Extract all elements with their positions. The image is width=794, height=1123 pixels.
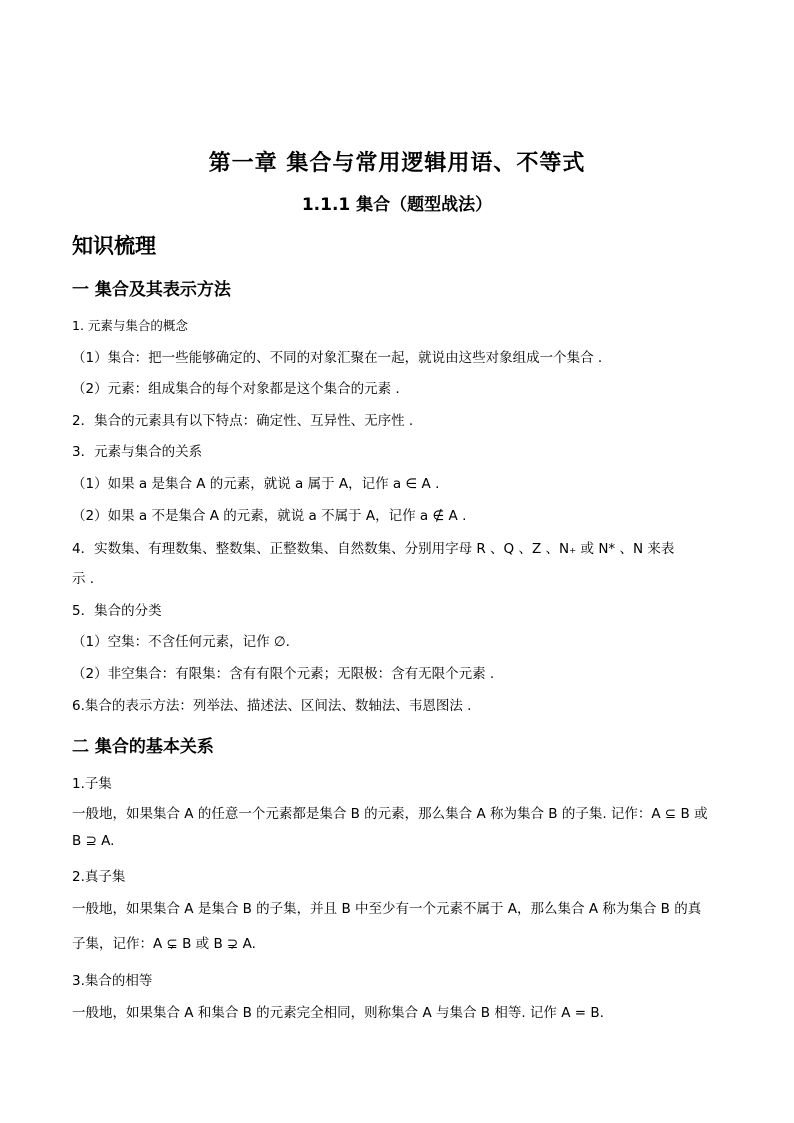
paragraph-line: （1）如果 a 是集合 A 的元素，就说 a 属于 A，记作 a ∈ A . — [72, 476, 440, 492]
paragraph-line: 4．实数集、有理数集、整数集、正整数集、自然数集、分别用字母 R 、Q 、Z 、N₊ 或 N* 、N 来表 — [72, 541, 675, 557]
paragraph-line: （1）集合：把一些能够确定的、不同的对象汇聚在一起，就说由这些对象组成一个集合 . — [72, 350, 603, 366]
paragraph-line: 一般地，如果集合 A 是集合 B 的子集，并且 B 中至少有一个元素不属于 A，那么集合 A 称为集合 B 的真 — [72, 901, 702, 917]
paragraph-line: 一般地，如果集合 A 和集合 B 的元素完全相同，则称集合 A 与集合 B 相等. 记作 A = B. — [72, 1005, 604, 1021]
paragraph-line: 示 . — [72, 571, 95, 587]
part1-heading: 一 集合及其表示方法 — [72, 280, 231, 300]
knowledge-heading: 知识梳理 — [72, 234, 156, 258]
paragraph-line: （2）非空集合：有限集：含有有限个元素；无限极：含有无限个元素 . — [72, 666, 495, 682]
paragraph-line: 6.集合的表示方法：列举法、描述法、区间法、数轴法、韦恩图法 . — [72, 698, 472, 714]
section-title: 1.1.1 集合（题型战法） — [301, 195, 493, 215]
paragraph-line: 3.集合的相等 — [72, 973, 153, 989]
chapter-title: 第一章 集合与常用逻辑用语、不等式 — [208, 151, 586, 176]
paragraph-line: 2．集合的元素具有以下特点：确定性、互异性、无序性 . — [72, 413, 414, 429]
paragraph-line: 一般地，如果集合 A 的任意一个元素都是集合 B 的元素，那么集合 A 称为集合 B 的子集. 记作：A ⊆ B 或 — [72, 806, 708, 822]
paragraph-line: 1.子集 — [72, 776, 112, 792]
paragraph-line: （1）空集：不含任何元素，记作 ∅. — [72, 634, 290, 650]
paragraph-line: （2）元素：组成集合的每个对象都是这个集合的元素 . — [72, 381, 400, 397]
paragraph-line: 2.真子集 — [72, 869, 126, 885]
paragraph-line: 1. 元素与集合的概念 — [72, 318, 188, 333]
paragraph-line: 5．集合的分类 — [72, 603, 162, 619]
paragraph-line: （2）如果 a 不是集合 A 的元素，就说 a 不属于 A，记作 a ∉ A . — [72, 508, 467, 524]
paragraph-line: 子集，记作：A ⊊ B 或 B ⊋ A. — [72, 936, 256, 952]
paragraph-line: B ⊇ A. — [72, 833, 115, 849]
part2-heading: 二 集合的基本关系 — [72, 737, 214, 757]
paragraph-line: 3．元素与集合的关系 — [72, 444, 203, 460]
